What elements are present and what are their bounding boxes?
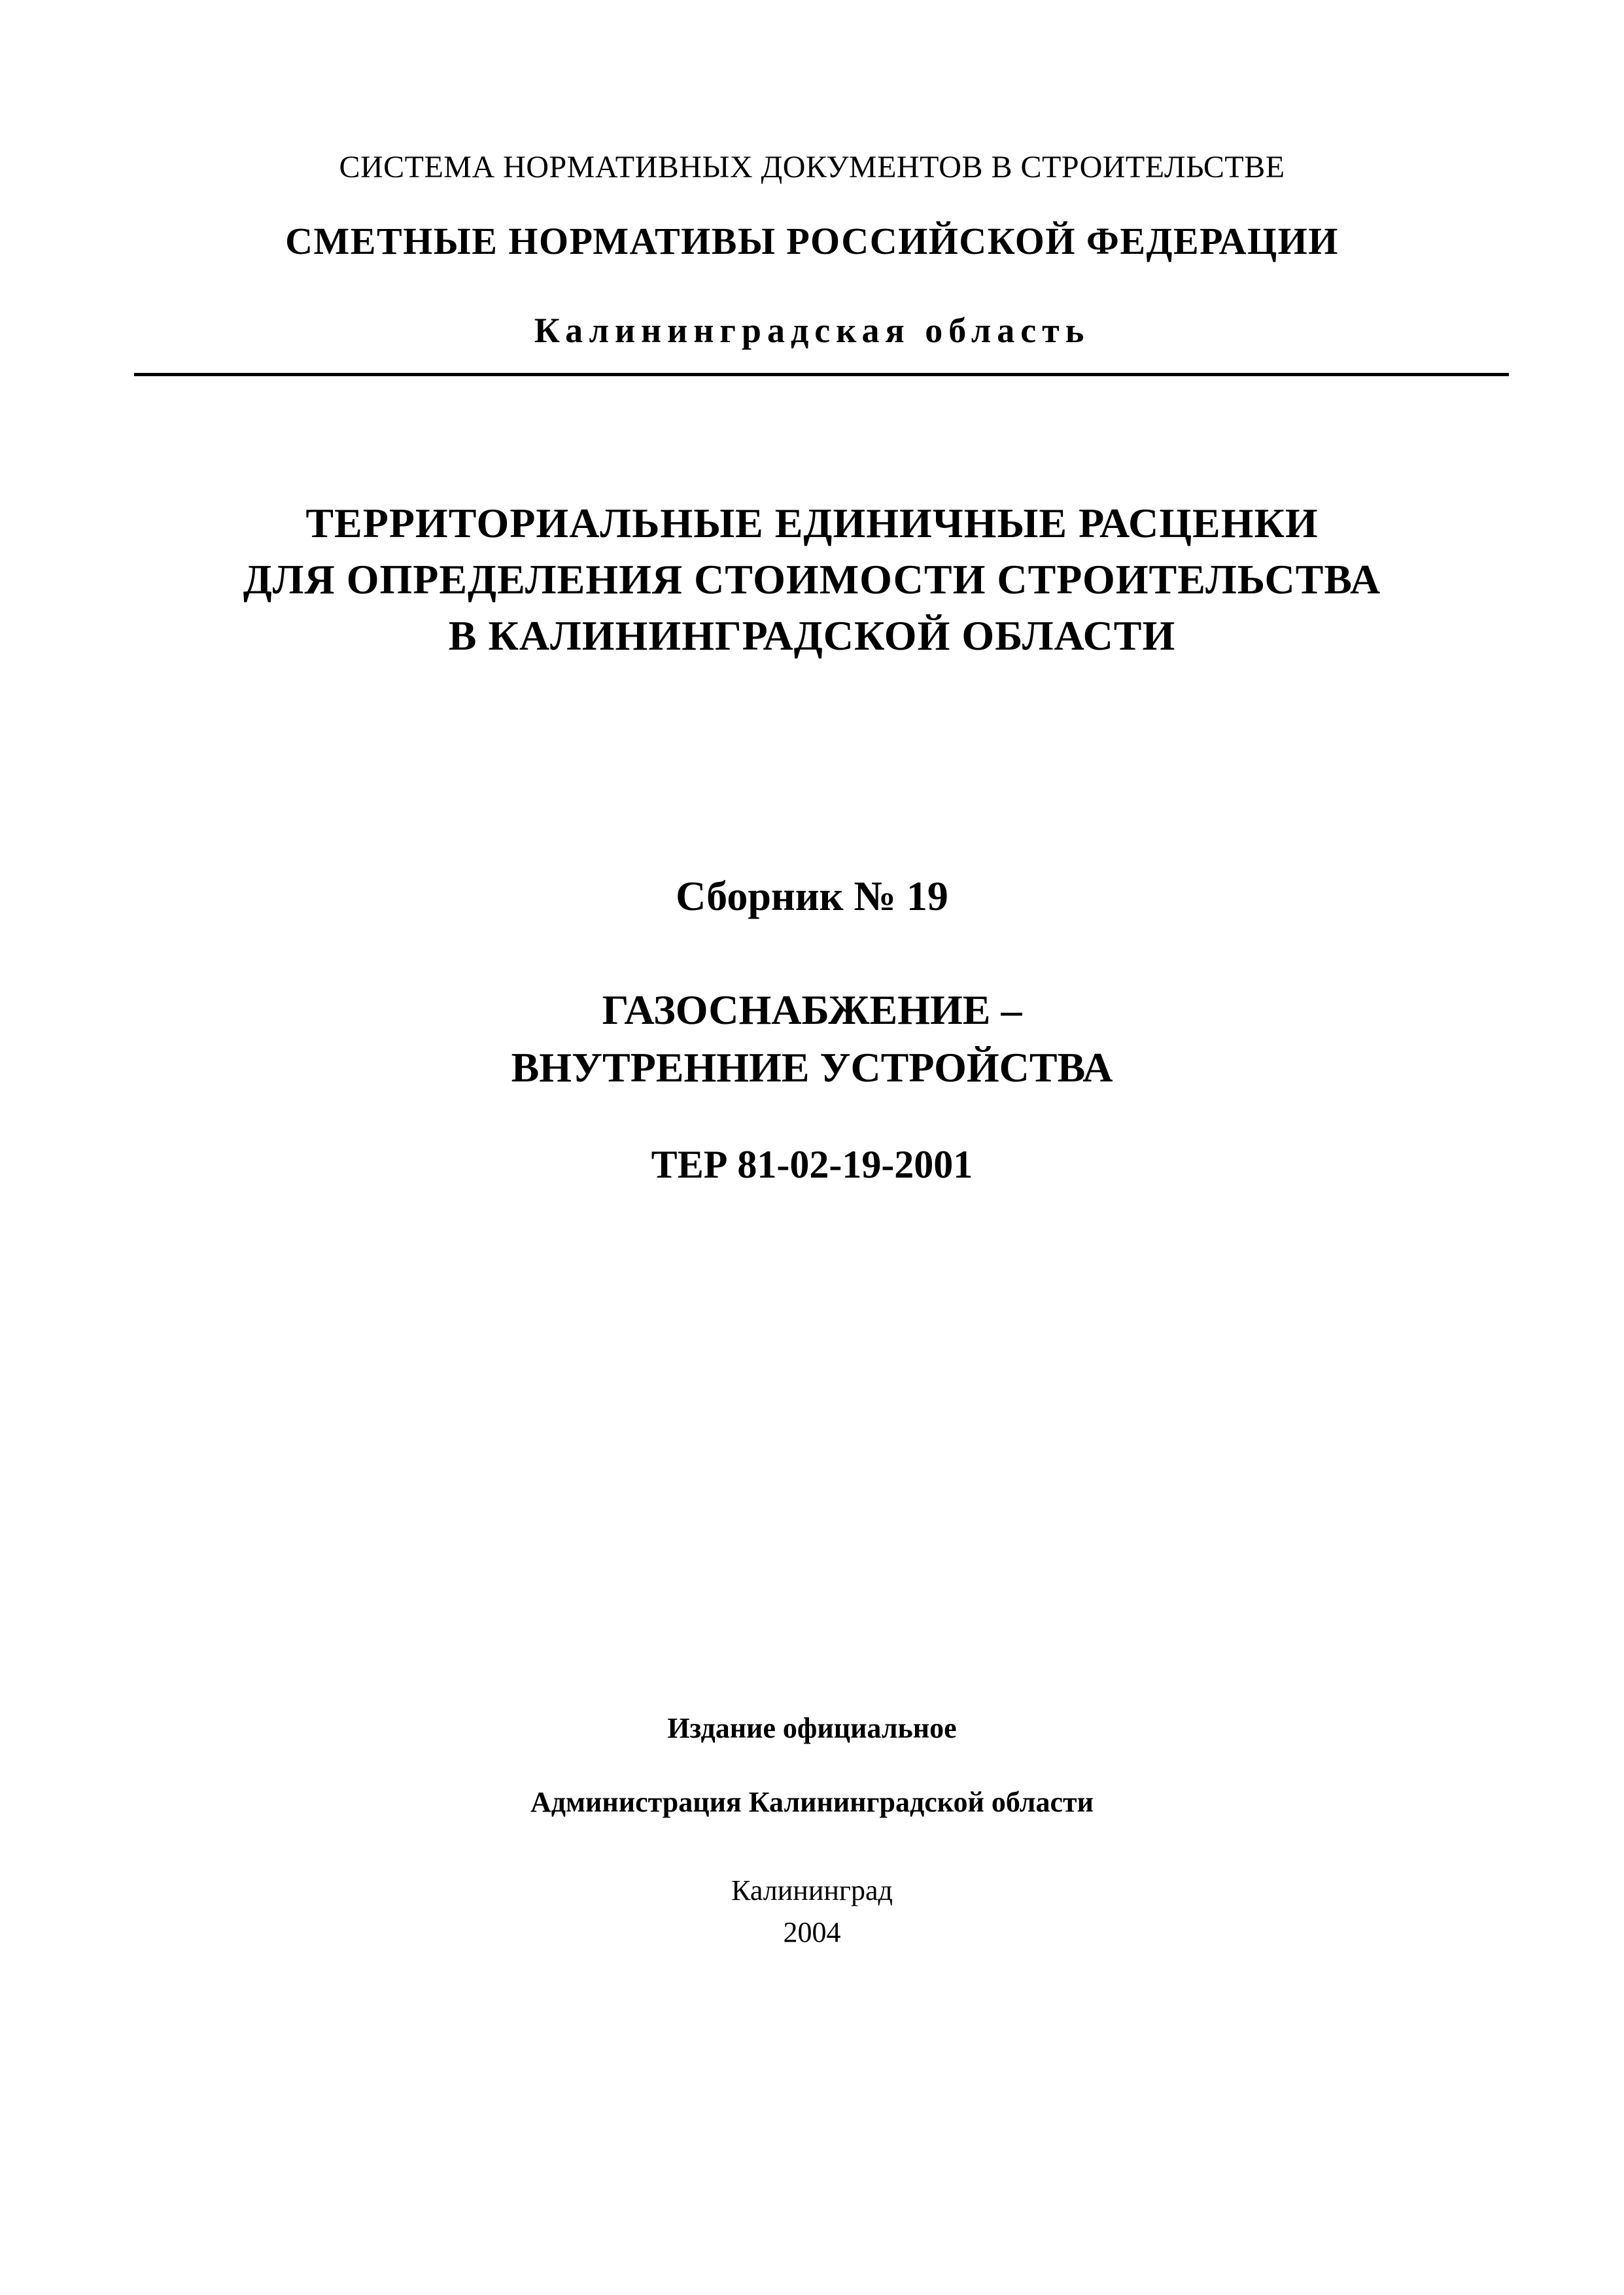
- collection-subject-line-1: ГАЗОСНАБЖЕНИЕ –: [602, 987, 1022, 1033]
- header-divider: [134, 373, 1509, 376]
- publication-city: Калининград: [731, 1874, 893, 1906]
- document-title-line-3: В КАЛИНИНГРАДСКОЙ ОБЛАСТИ: [448, 612, 1176, 659]
- document-title-line-2: ДЛЯ ОПРЕДЕЛЕНИЯ СТОИМОСТИ СТРОИТЕЛЬСТВА: [243, 556, 1381, 603]
- collection-number: Сборник № 19: [676, 873, 948, 919]
- norms-heading: СМЕТНЫЕ НОРМАТИВЫ РОССИЙСКОЙ ФЕДЕРАЦИИ: [285, 220, 1339, 262]
- publisher: Администрация Калининградской области: [530, 1786, 1094, 1818]
- region-heading: Калининградская область: [534, 311, 1090, 350]
- collection-subject-line-2: ВНУТРЕННИЕ УСТРОЙСТВА: [511, 1044, 1113, 1091]
- document-title-line-1: ТЕРРИТОРИАЛЬНЫЕ ЕДИНИЧНЫЕ РАСЦЕНКИ: [305, 500, 1319, 546]
- publication-year: 2004: [783, 1916, 841, 1948]
- document-code: ТЕР 81-02-19-2001: [651, 1143, 973, 1186]
- edition-note: Издание официальное: [667, 1712, 957, 1744]
- system-heading: СИСТЕМА НОРМАТИВНЫХ ДОКУМЕНТОВ В СТРОИТЕЛЬСТВЕ: [339, 150, 1285, 184]
